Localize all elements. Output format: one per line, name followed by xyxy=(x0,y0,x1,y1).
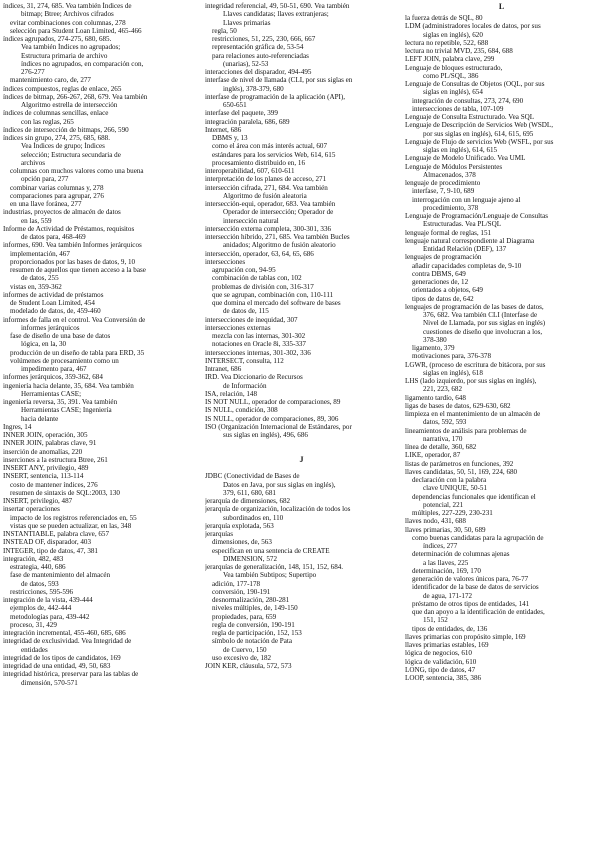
index-entries xyxy=(205,0,398,670)
index-entry: 378-380 xyxy=(423,335,447,344)
index-entry: motivaciones para, 376-378 xyxy=(412,352,491,361)
index-entry: modelado de datos, de, 459-460 xyxy=(10,307,101,316)
index-entry: lineamientos de análisis para problemas de xyxy=(405,426,527,435)
index-entry: jerarquías xyxy=(205,530,233,538)
index-entry: con las reglas, 265 xyxy=(21,117,74,126)
index-entry: impedimento para, 467 xyxy=(21,365,87,373)
section-letter: J xyxy=(299,455,304,464)
index-entry: propiedades, para, 659 xyxy=(212,612,277,621)
index-entry: llaves primarias, 30, 50, 689 xyxy=(405,525,486,534)
index-entry: sus siglas en inglés), 496, 686 xyxy=(223,431,308,439)
index-entry: intersección, operador, 63, 64, 65, 686 xyxy=(205,249,314,258)
index-entry: determinación de columnas ajenas xyxy=(412,550,510,559)
index-entry: IRD. Vea Diccionario de Recursos xyxy=(205,373,303,382)
index-entry: integridad de exclusividad. Vea Integridad de xyxy=(3,637,132,646)
index-entry: de datos de, 115 xyxy=(223,307,269,316)
index-entry: identificador de la base de datos de servicios xyxy=(412,583,539,592)
index-entry: potencial, 221 xyxy=(423,500,464,509)
index-entry: archivos xyxy=(21,158,46,167)
index-entry: línea de detalle, 360, 682 xyxy=(405,443,477,451)
index-entry: intersecciones externas xyxy=(205,323,271,332)
index-entry: informes jerárquicos xyxy=(21,323,80,332)
index-entry: jerarquía explotada, 563 xyxy=(205,521,274,530)
index-entry: opción para, 277 xyxy=(21,175,69,184)
index-entry: 379, 611, 680, 681 xyxy=(223,488,276,497)
index-entry: tipos de entidades, de, 136 xyxy=(412,624,488,633)
index-column-1 xyxy=(3,0,196,687)
index-entry: Vea también Índices no agrupados; xyxy=(21,43,121,52)
index-entry: integración de la vista, 439-444 xyxy=(3,596,93,604)
index-entry: comparaciones para agrupar, 276 xyxy=(10,191,104,200)
index-entry: Algoritmo estrella de intersección xyxy=(21,101,118,109)
index-entry: narrativa, 170 xyxy=(423,434,463,443)
index-entry: como PL/SQL, 386 xyxy=(423,71,479,80)
index-entry: JOIN KER, cláusula, 572, 573 xyxy=(205,662,292,670)
index-entry: de datos, 255 xyxy=(21,274,59,283)
index-entry: lógica de negocios, 610 xyxy=(405,649,472,658)
index-entry: uso excesivo de, 182 xyxy=(212,653,272,662)
index-entry: combinación de tablas con, 102 xyxy=(212,274,302,283)
index-entry: fase de mantenimiento del almacén xyxy=(10,571,111,580)
index-entry: LIKE, operador, 87 xyxy=(405,451,461,460)
index-entry: Entidad Relación (DEF), 137 xyxy=(423,245,507,253)
index-entry: INSTEAD OF, disparador, 403 xyxy=(3,538,92,547)
index-entry: metodologías para, 439-442 xyxy=(10,612,90,621)
index-entry: de datos, 593 xyxy=(21,579,59,588)
index-entry: adición, 177-178 xyxy=(212,579,261,588)
index-entry: que se agrupan, combinación con, 110-111 xyxy=(212,290,334,299)
index-entry: ISA, relación, 148 xyxy=(205,389,258,398)
index-entry: siglas en inglés), 620 xyxy=(423,30,483,39)
index-entry: generaciones de, 12 xyxy=(412,278,469,286)
index-entry: inserciones a la estructura Btree, 261 xyxy=(3,455,108,464)
index-entry: índices, 31, 274, 685. Vea también Índices de xyxy=(3,2,132,10)
index-entry: volúmenes de procesamiento como un xyxy=(10,356,119,365)
section-letter: L xyxy=(498,2,505,11)
index-entry: interacciones del disparador, 494-495 xyxy=(205,68,312,76)
index-entry: interfase de programación de la aplicación (API), xyxy=(205,92,346,101)
index-entry: Lenguaje de Modelo Unificado. Vea UML xyxy=(405,154,526,163)
index-entry: intersección híbrido, 271, 685. Vea también Bucles xyxy=(205,233,350,241)
index-entry: lenguajes de programación de las bases de datos, xyxy=(405,302,544,311)
index-entry: INSERT, sentencia, 113-114 xyxy=(3,472,84,481)
index-entry: implementación, 467 xyxy=(10,249,70,258)
index-entry: dimensión, 570-571 xyxy=(21,678,78,687)
index-entry: tipos de datos de, 642 xyxy=(412,294,474,303)
index-entry: Lenguaje de Programación/Lenguaje de Consultas xyxy=(405,212,549,220)
index-entry: Lenguaje de Módulos Persistentes xyxy=(405,162,503,171)
index-entry: intersección cifrada, 271, 684. Vea también xyxy=(205,183,328,192)
index-entry: INNER JOIN, palabras clave, 91 xyxy=(3,439,97,448)
index-entry: LOOP, sentencia, 385, 386 xyxy=(405,674,482,682)
index-entry: Lenguaje de bloques estructurado, xyxy=(405,63,503,72)
index-entry: LDM (administradores locales de datos, por sus xyxy=(405,22,541,31)
index-entry: índices de intersección de bitmaps, 266, 590 xyxy=(3,125,129,134)
index-entry: insertar operaciones xyxy=(3,505,60,514)
index-entry: Datos en Java, por sus siglas en inglés), xyxy=(223,480,336,489)
index-entry: interfase de nivel de llamada (CLI, por sus siglas en xyxy=(205,76,353,85)
index-entry: Operador de intersección; Operador de xyxy=(223,208,334,217)
index-entry: índices de columnas sencillas, enlace xyxy=(3,109,109,118)
index-entry: LHS (lado izquierdo, por sus siglas en inglés), xyxy=(405,377,537,385)
index-entry: intersecciones xyxy=(205,257,246,266)
index-entry: industrias, proyectos de almacén de datos xyxy=(3,208,121,217)
index-entry xyxy=(205,448,398,456)
index-entry: préstamo de otros tipos de entidades, 141 xyxy=(412,599,530,608)
index-entry: proceso, 31, 429 xyxy=(10,620,57,629)
index-entry: LEFT JOIN, palabra clave, 299 xyxy=(405,55,495,64)
index-entry: 151, 152 xyxy=(423,616,448,625)
index-entry: declaración con la palabra xyxy=(412,476,487,484)
index-entry: (unarias), 52-53 xyxy=(223,59,269,68)
index-entry: jerarquía de dimensiones, 682 xyxy=(205,497,291,505)
index-entry: IS NOT NULL, operador de comparaciones, 89 xyxy=(205,398,341,406)
index-entry: limpieza en el mantenimiento de un almacén de xyxy=(405,410,541,418)
index-entry: integración de consultas, 273, 274, 690 xyxy=(412,96,524,105)
index-entry xyxy=(205,439,398,447)
index-entry: jerarquía de organización, localización de todos los xyxy=(205,505,351,514)
index-entry: INTEGER, tipo de datos, 47, 381 xyxy=(3,546,98,555)
index-entry: lenguaje formal de reglas, 151 xyxy=(405,228,492,237)
index-entry: vistas que se pueden actualizar, en las, 348 xyxy=(10,521,132,530)
index-entry: integración, 482, 483 xyxy=(3,554,64,563)
index-entry: siglas en inglés), 618 xyxy=(423,368,483,377)
index-entry: lenguaje natural correspondiente al Diagrama xyxy=(405,236,535,245)
index-entry: restricciones, 51, 225, 230, 666, 667 xyxy=(212,35,316,43)
index-entry: LONG, tipo de datos, 47 xyxy=(405,665,476,674)
index-entry: ISO (Organización Internacional de Estándares, por xyxy=(205,422,352,431)
index-entry: representación gráfica de, 53-54 xyxy=(212,43,304,52)
index-entry: como el área con más interés actual, 607 xyxy=(212,142,328,151)
index-entry: costo de mantener índices, 276 xyxy=(10,480,98,489)
index-entry: múltiples, 227-229, 230-231 xyxy=(412,509,493,517)
index-entry xyxy=(205,464,398,472)
index-entry: regla, 50 xyxy=(212,26,237,35)
index-entry: Lenguaje de Descripción de Servicios Web (WSDL, xyxy=(405,121,554,130)
index-entry: Herramientas CASE; xyxy=(21,389,82,398)
index-entry: mezcla con las internas, 301-302 xyxy=(212,332,306,340)
index-entry: informes de actividad de préstamos xyxy=(3,290,104,299)
index-entry: que domina el mercado del software de bases xyxy=(212,299,341,307)
index-entry: dependencias funcionales que identifican el xyxy=(412,492,536,501)
index-entry: llaves primarias con propósito simple, 169 xyxy=(405,632,526,641)
index-entry: Lenguaje de Flujo de servicios Web (WSFL, por sus xyxy=(405,137,554,146)
index-entry: integración incremental, 455-460, 685, 686 xyxy=(3,629,126,637)
index-entry: ejemplos de, 442-444 xyxy=(10,604,72,613)
index-entry: generación de valores únicos para, 76-77 xyxy=(412,575,529,583)
index-entry: DBMS y, 13 xyxy=(212,134,248,142)
index-entry: subordinados en, 110 xyxy=(223,513,284,522)
index-entry: integridad referencial, 49, 50-51, 690. Vea también xyxy=(205,2,350,10)
index-entry: Herramientas CASE; Ingeniería xyxy=(21,406,112,415)
index-entry: de Información xyxy=(223,381,267,390)
index-entry: Lenguaje de Consulta Estructurado. Vea SQL xyxy=(405,113,535,121)
index-entry: para relaciones auto-referenciadas xyxy=(212,51,309,60)
index-entry: IS NULL, operador de comparaciones, 89, 306 xyxy=(205,414,339,423)
index-entry: de datos para, 468-469 xyxy=(21,233,86,241)
index-entry: LGWR, (proceso de escritura de bitácora, por sus xyxy=(405,360,546,369)
index-entry: de Cuervo, 150 xyxy=(223,645,267,654)
index-entry: jerarquías de generalización, 148, 151, 152, 684. xyxy=(205,563,344,571)
index-entry: como buenas candidatas para la agrupación de xyxy=(412,533,544,542)
index-entry: ligamento tardío, 648 xyxy=(405,393,466,402)
index-entry: intersección natural xyxy=(223,216,279,225)
index-entry: Estructuradas. Vea PL/SQL xyxy=(423,220,502,229)
index-entry: restricciones, 595-596 xyxy=(10,587,74,596)
index-entry: columnas con muchos valores como una buena xyxy=(10,167,144,175)
index-entry: Nivel de Llamada, por sus siglas en inglés) xyxy=(423,319,546,328)
index-entry: IS NULL, condición, 308 xyxy=(205,406,278,415)
index-entry: llaves primarias estables, 169 xyxy=(405,641,489,649)
index-entry: índices agrupados, 274-275, 680, 685. xyxy=(3,35,112,43)
index-entry: estándares para los servicios Web, 614, 615 xyxy=(212,150,336,159)
index-entry: lógica de validación, 610 xyxy=(405,657,477,666)
index-entry: determinación, 169, 170 xyxy=(412,566,481,575)
index-entry: interoperabilidad, 607, 610-611 xyxy=(205,167,295,175)
index-entry: hacia delante xyxy=(21,414,59,423)
index-entry: evitar combinaciones con columnas, 278 xyxy=(10,18,126,27)
index-entry: anidados; Algoritmo de fusión aleatorio xyxy=(223,241,336,250)
index-entry: informes jerárquicos, 359-362, 684 xyxy=(3,373,103,382)
index-entry: selección para Student Loan Limited, 465-466 xyxy=(10,26,142,35)
index-entry: 650-651 xyxy=(223,101,247,109)
index-entry: informes de falla en el control. Vea Conversión de xyxy=(3,315,146,324)
index-entry: desnormalización, 280-281 xyxy=(212,596,290,604)
index-entry: Estructura primaria de archivo xyxy=(21,51,108,60)
index-entry: lectura no trivial MVD, 235, 684, 688 xyxy=(405,47,513,55)
index-entry: 221, 223, 682 xyxy=(423,385,463,394)
index-entry: añadir capacidades completas de, 9-10 xyxy=(412,261,522,270)
index-entry: ingeniería hacia delante, 35, 684. Vea también xyxy=(3,381,134,390)
index-entry: niveles múltiples, de, 149-150 xyxy=(212,604,298,613)
index-entry: Vea Índices de grupo; Índices xyxy=(21,142,105,151)
index-entry: llaves nodo, 431, 688 xyxy=(405,517,466,526)
index-entry: contra DBMS, 649 xyxy=(412,269,466,278)
index-entry: intersección externa completa, 300-301, 336 xyxy=(205,224,332,233)
index-entry: intersecciones internas, 301-302, 336 xyxy=(205,348,311,357)
index-entry: Lenguaje de Consultas de Objetos (OQL, por sus xyxy=(405,80,545,88)
index-entries xyxy=(3,0,196,687)
index-entry: vistas en, 359-362 xyxy=(10,282,62,291)
index-entry: ligas de bases de datos, 629-630, 682 xyxy=(405,401,511,410)
index-entries xyxy=(405,14,598,682)
index-entry: DIMENSION, 572 xyxy=(223,554,277,563)
index-entry: mantenimiento caro, de, 277 xyxy=(10,76,91,85)
index-entry: llaves candidatas, 50, 51, 169, 224, 680 xyxy=(405,467,518,476)
index-entry: a las llaves, 225 xyxy=(423,558,469,567)
index-entry: agrupación con, 94-95 xyxy=(212,266,276,274)
index-entry: fase de diseño de una base de datos xyxy=(10,332,111,340)
index-entry: notaciones en Oracle 8i, 335-337 xyxy=(212,340,306,349)
index-entry: integración paralela, 686, 689 xyxy=(205,117,290,126)
index-entry: Llaves primarias xyxy=(223,18,271,27)
index-entry: procesamiento distribuido en, 16 xyxy=(212,158,305,167)
index-entry: resumen de sintaxis de SQL:2003, 130 xyxy=(10,488,120,497)
index-entry: ingeniería reversa, 35, 391. Vea también xyxy=(3,398,118,406)
index-entry: Algoritmo de fusión aleatoria xyxy=(223,191,307,200)
index-entry: INNER JOIN, operación, 305 xyxy=(3,431,88,439)
index-entry: Internet, 686 xyxy=(205,125,242,134)
index-entry: inglés), 378-379, 680 xyxy=(223,84,284,93)
index-entry: cuestiones de diseño que involucran a los, xyxy=(423,327,543,336)
index-entry: intersecciones de tabla, 107-109 xyxy=(412,104,504,113)
index-entry: índices, 277 xyxy=(423,542,458,550)
index-entry: lenguajes de programación xyxy=(405,253,482,262)
index-entry: Intranet, 686 xyxy=(205,365,242,373)
index-entry: INTERSECT, consulta, 112 xyxy=(205,356,284,365)
index-entry: siglas en inglés), 654 xyxy=(423,88,483,97)
index-entry: selección; Estructura secundaria de xyxy=(21,150,121,159)
index-entry: INSTANTIABLE, palabra clave, 657 xyxy=(3,530,110,538)
index-entry: especifican en una sentencia de CREATE xyxy=(212,546,330,555)
index-entry: producción de un diseño de tabla para ERD, 35 xyxy=(10,348,145,357)
index-entry: JDBC (Conectividad de Bases de xyxy=(205,472,300,481)
index-entry: listas de parámetros en funciones, 392 xyxy=(405,459,514,468)
index-entry: combinar varias columnas y, 278 xyxy=(10,183,104,192)
index-entry: ligamento, 379 xyxy=(412,344,455,352)
index-column-2 xyxy=(205,0,398,670)
index-entry: conversión, 190-191 xyxy=(212,587,271,596)
index-entry: 376, 682. Vea también CLI (Interfase de xyxy=(423,311,538,319)
index-entry: integridad histórica, preservar para las tablas de xyxy=(3,670,139,679)
index-entry: integridad de una entidad, 49, 50, 683 xyxy=(3,662,111,670)
index-entry: orientados a objetos, 649 xyxy=(412,286,483,295)
index-entry: impacto de los registros referenciados en, 55 xyxy=(10,513,137,522)
index-entry: interfase, 7, 9-10, 689 xyxy=(412,187,475,196)
index-entry: resumen de aquellos que tienen acceso a la base xyxy=(10,266,146,274)
index-entry: Vea también Subtipos; Supertipo xyxy=(223,571,317,580)
index-entry: Almacenados, 378 xyxy=(423,170,476,179)
index-entry: bitmap; Btree; Archivos cifrados xyxy=(21,10,114,19)
index-entry: lenguaje de procedimiento xyxy=(405,179,481,187)
index-entry: intersecciones de inequidad, 307 xyxy=(205,315,298,324)
index-entry: informes, 690. Vea también Informes jerárquicos xyxy=(3,241,142,250)
index-entry: por sus siglas en inglés), 614, 615, 695 xyxy=(423,129,534,138)
index-entry: interfase del paquete, 399 xyxy=(205,109,278,118)
index-entry: Informe de Actividad de Préstamos, requisitos xyxy=(3,224,135,233)
index-entry: integridad de los tipos de candidatos, 169 xyxy=(3,653,121,662)
index-entry: la fuerza detrás de SQL, 80 xyxy=(405,14,483,22)
index-entry: interrogación con un lenguaje ajeno al xyxy=(412,195,521,204)
index-column-3 xyxy=(405,0,598,682)
index-entry: problemas de división con, 316-317 xyxy=(212,282,314,291)
index-entry: INSERT, privilegio, 487 xyxy=(3,497,73,505)
index-entry: índices compuestos, reglas de enlace, 265 xyxy=(3,84,122,93)
index-entry: índices de bitmap, 266-267, 268, 679. Vea también xyxy=(3,92,148,101)
index-entry: regla de participación, 152, 153 xyxy=(212,629,302,637)
index-entry: símbolo de notación de Pata xyxy=(212,637,292,646)
index-entry: 276-277 xyxy=(21,68,45,76)
index-entry: estrategia, 440, 686 xyxy=(10,563,66,571)
index-entry: que dan apoyo a la identificación de entidades, xyxy=(412,608,545,616)
index-entry: índices sin grupo, 274, 275, 685, 688. xyxy=(3,134,110,142)
index-entry: inserción de anomalías, 220 xyxy=(3,447,83,456)
index-entry: lectura no repetible, 522, 688 xyxy=(405,38,489,47)
index-entry: procedimiento, 378 xyxy=(423,203,479,212)
index-entry: Llaves candidatas; llaves extranjeras; xyxy=(223,10,329,19)
index-entry: de agua, 171-172 xyxy=(423,591,473,600)
index-entry: en una llave foránea, 277 xyxy=(10,200,82,208)
index-entry: índices no agrupados, en comparación con, xyxy=(21,59,144,68)
index-entry: siglas en inglés), 614, 615 xyxy=(423,146,498,154)
index-entry: INSERT ANY, privilegio, 489 xyxy=(3,464,89,472)
index-entry: proporcionados por las bases de datos, 9, 10 xyxy=(10,257,136,266)
index-entry: datos, 592, 593 xyxy=(423,418,467,427)
index-entry: dimensiones, de, 563 xyxy=(212,538,272,547)
index-entry: lógica, en la, 30 xyxy=(21,340,67,349)
index-entry: en las, 559 xyxy=(21,216,52,225)
index-entry: regla de conversión, 190-191 xyxy=(212,620,295,629)
index-entry: clave UNIQUE, 50-51 xyxy=(423,484,488,493)
index-entry: interpretación de los planes de acceso, 271 xyxy=(205,175,327,184)
index-entry: Ingres, 14 xyxy=(3,422,32,431)
index-entry: entidades xyxy=(21,645,48,654)
index-entry: de Student Loan Limited, 454 xyxy=(10,299,95,307)
index-entry: intersección-equi, operador, 683. Vea también xyxy=(205,200,336,208)
